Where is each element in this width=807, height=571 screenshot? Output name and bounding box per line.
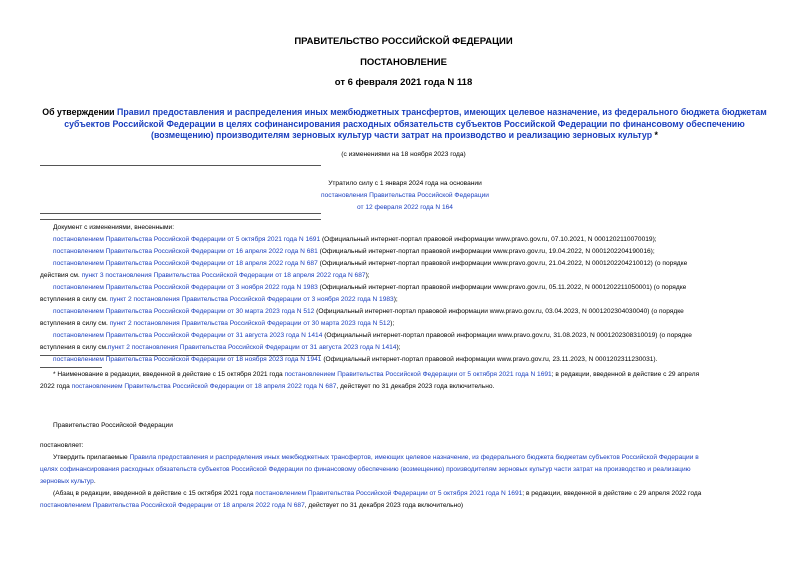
approve-paragraph: Утвердить прилагаемые Правила предоставления и распределения иных межбюджетных трансфертов, имеющих целевое назначение, из федерального бюджета бюджетам субъектов Российской Федерации в целях софинансирования расходных обязательств субъектов Российской Федерации по финансовому обеспечению (возмещению) производителям зерновых культур части затрат на производство и реализацию зерновых культур. xyxy=(40,454,699,485)
amendment-link[interactable]: постановлением Правительства Российской Федерации от 18 ноября 2023 года N 1941 xyxy=(53,356,322,363)
divider xyxy=(40,213,321,214)
list-item-continuation: вступления в силу см. пункт 2 постановления Правительства Российской Федерации от 3 ноября 2022 года N 1983); xyxy=(40,296,398,303)
footnote-decree-link[interactable]: постановлением Правительства Российской Федерации от 5 октября 2021 года N 1691 xyxy=(284,371,552,378)
amendment-link[interactable]: постановлением Правительства Российской Федерации от 30 марта 2023 года N 512 xyxy=(53,308,315,315)
footnote: * Наименование в редакции, введенной в действие с 15 октября 2021 года постановлением Правительства Российской Федерации от 5 октября 2021 года N 1691; в редакции, введенной в действие с 29 апреля 2022 года постановлением Правительства Российской Федерации от 18 апреля 2022 года N 687, действует по 31 декабря 2023 года включительно. xyxy=(40,371,700,390)
list-item: постановлением Правительства Российской Федерации от 3 ноября 2022 года N 1983 (Официальный интернет-портал правовой информации www.pravo.gov.ru, 05.11.2022, N 0001202211050001) (о порядке xyxy=(53,284,687,291)
list-item: постановлением Правительства Российской Федерации от 31 августа 2023 года N 1414 (Официальный интернет-портал правовой информации www.pravo.gov.ru, 31.08.2023, N 0001202308310019) (о порядке xyxy=(53,332,692,339)
title-prefix: Об утверждении xyxy=(42,107,118,117)
amendment-link[interactable]: постановлением Правительства Российской Федерации от 16 апреля 2022 года N 681 xyxy=(53,248,318,255)
divider xyxy=(40,165,321,166)
expired-notice xyxy=(300,178,510,214)
doc-date-number: от 6 февраля 2021 года N 118 xyxy=(334,77,473,88)
list-item-continuation: вступления в силу см. пункт 2 постановления Правительства Российской Федерации от 30 марта 2023 года N 512); xyxy=(40,320,395,327)
amendment-clause-link[interactable]: пункт 3 постановления Правительства Российской Федерации от 18 апреля 2022 года N 687 xyxy=(81,272,366,279)
list-item: постановлением Правительства Российской Федерации от 5 октября 2021 года N 1691 (Официальный интернет-портал правовой информации www.pravo.gov.ru, 07.10.2021, N 0001202110070019); xyxy=(53,236,657,243)
divider xyxy=(40,219,321,220)
list-item-continuation: действия см. пункт 3 постановления Правительства Российской Федерации от 18 апреля 2022 года N 687); xyxy=(40,272,370,279)
expired-decree-link[interactable]: постановления Правительства Российской Федерации xyxy=(321,192,489,199)
list-item: постановлением Правительства Российской Федерации от 30 марта 2023 года N 512 (Официальный интернет-портал правовой информации www.pravo.gov.ru, 03.04.2023, N 0001202304030040) (о порядке xyxy=(53,308,684,315)
amendments-intro: Документ с изменениями, внесенными: xyxy=(53,224,175,231)
list-item: постановлением Правительства Российской Федерации от 18 ноября 2023 года N 1941 (Официальный интернет-портал правовой информации www.pravo.gov.ru, 23.11.2023, N 0001202311230031). xyxy=(53,356,658,363)
title-suffix: * xyxy=(652,130,658,140)
document-title xyxy=(36,107,773,142)
note-decree-link[interactable]: постановлением Правительства Российской Федерации от 5 октября 2021 года N 1691 xyxy=(255,490,523,497)
amendments-list xyxy=(40,222,773,366)
amendment-link[interactable]: постановлением Правительства Российской Федерации от 18 апреля 2022 года N 687 xyxy=(53,260,318,267)
amendment-clause-link[interactable]: пункт 2 постановления Правительства Российской Федерации от 30 марта 2023 года N 512 xyxy=(109,320,391,327)
list-item-continuation: вступления в силу см.пункт 2 постановления Правительства Российской Федерации от 31 августа 2023 года N 1414); xyxy=(40,344,401,351)
expired-line: Утратило силу с 1 января 2024 года на основании xyxy=(328,180,482,187)
approved-rules-link-end[interactable]: зерновых культур xyxy=(40,478,94,485)
footnote-decree-link-2[interactable]: постановлением Правительства Российской Федерации от 18 апреля 2022 года N 687 xyxy=(71,383,337,390)
list-item: постановлением Правительства Российской Федерации от 16 апреля 2022 года N 681 (Официальный интернет-портал правовой информации www.pravo.gov.ru, 19.04.2022, N 0001202204190016); xyxy=(53,248,655,255)
title-rules-link[interactable]: Правил предоставления и распределения иных межбюджетных трансфертов, имеющих целевое назначение, из федерального бюджета бюджетам субъектов Российской Федерации в целях софинансирования расходных обязательств субъектов Российской Федерации по финансовому обеспечению (возмещению) производителям зерновых культур части затрат на производство и реализацию зерновых культур xyxy=(64,107,767,140)
amendment-clause-link[interactable]: пункт 2 постановления Правительства Российской Федерации от 31 августа 2023 года N 1414 xyxy=(107,344,397,351)
amendment-link[interactable]: постановлением Правительства Российской Федерации от 5 октября 2021 года N 1691 xyxy=(53,236,321,243)
note-decree-link-2[interactable]: постановлением Правительства Российской Федерации от 18 апреля 2022 года N 687 xyxy=(40,502,305,509)
government-name: Правительство Российской Федерации xyxy=(53,422,173,429)
paragraph-note: (Абзац в редакции, введенной в действие с 15 октября 2021 года постановлением Правительства Российской Федерации от 5 октября 2021 года N 1691; в редакции, введенной в действие с 29 апреля 2022 года постановлением Правительства Российской Федерации от 18 апреля 2022 года N 687, действует по 31 декабря 2023 года включительно) xyxy=(40,490,702,509)
amendment-link[interactable]: постановлением Правительства Российской Федерации от 3 ноября 2022 года N 1983 xyxy=(53,284,318,291)
amendment-link[interactable]: постановлением Правительства Российской Федерации от 31 августа 2023 года N 1414 xyxy=(53,332,323,339)
approved-rules-link-cont[interactable]: целях софинансирования расходных обязательств субъектов Российской Федерации по финансовому обеспечению (возмещению) производителям зерновых культур части затрат на производство и реализацию xyxy=(40,466,691,473)
divider xyxy=(40,355,321,356)
approved-rules-link[interactable]: Правила предоставления и распределения иных межбюджетных трансфертов, имеющих целевое назначение, из федерального бюджета бюджетам субъектов Российской Федерации в xyxy=(129,454,699,461)
decrees-label: постановляет: xyxy=(40,442,84,449)
changes-note: (с изменениями на 18 ноября 2023 года) xyxy=(341,151,466,158)
doc-type: ПОСТАНОВЛЕНИЕ xyxy=(360,57,447,68)
org-name: ПРАВИТЕЛЬСТВО РОССИЙСКОЙ ФЕДЕРАЦИИ xyxy=(294,36,513,47)
footnote-divider xyxy=(40,367,102,368)
amendment-clause-link[interactable]: пункт 2 постановления Правительства Российской Федерации от 3 ноября 2022 года N 1983 xyxy=(109,296,394,303)
expired-decree-date-link[interactable]: от 12 февраля 2022 года N 164 xyxy=(357,204,453,211)
list-item: постановлением Правительства Российской Федерации от 18 апреля 2022 года N 687 (Официальный интернет-портал правовой информации www.pravo.gov.ru, 21.04.2022, N 0001202204210012) (о порядке xyxy=(53,260,688,267)
